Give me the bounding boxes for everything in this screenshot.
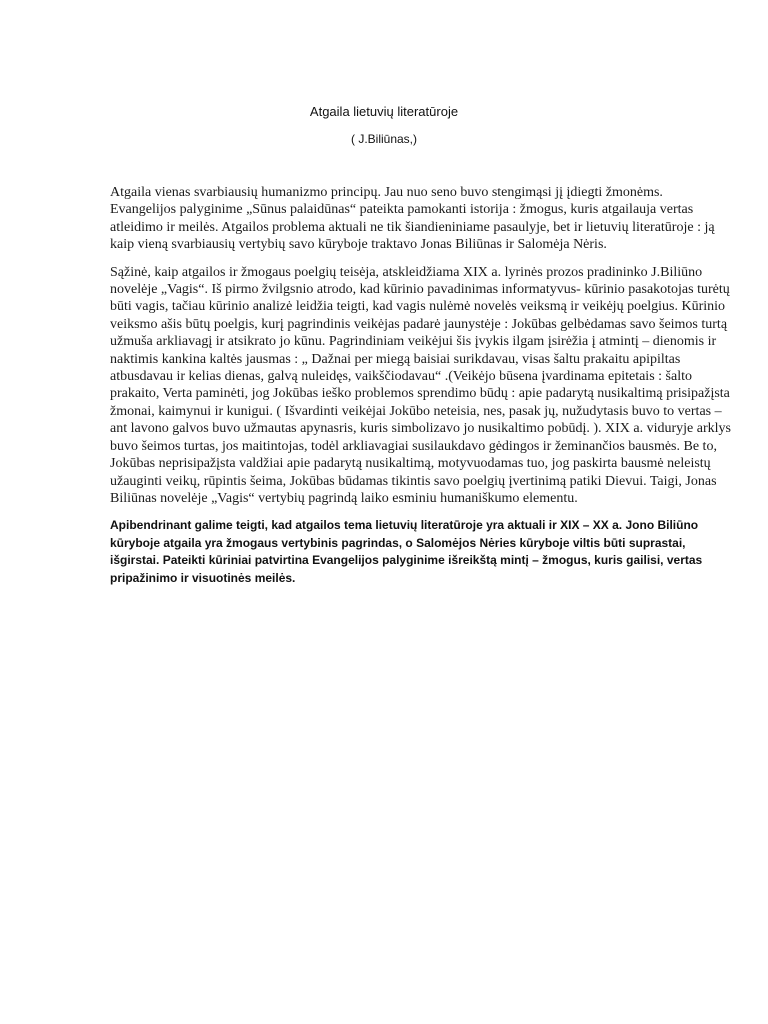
document-body [110, 184, 732, 587]
paragraph-summary: Apibendrinant galime teigti, kad atgailos tema lietuvių literatūroje yra aktuali ir XIX – XX a. Jono Biliūno kūryboje atgaila yra žmogaus vertybinis pagrindas, o Salomėjos Nėries kūryboje viltis būti suprastai, išgirstai. Pateikti kūriniai patvirtina Evangelijos palyginime išreikštą mintį – žmogus, kuris gailisi, vertas pripažinimo ir visuotinės meilės. [110, 518, 703, 585]
paragraph-intro: Atgaila vienas svarbiausių humanizmo principų. Jau nuo seno buvo stengimąsi jį įdiegti žmonėms. Evangelijos palyginime „Sūnus palaidūnas“ pateikta pamokanti istorija : žmogus, kuris atgailauja vertas atleidimo ir meilės. Atgailos problema aktuali ne tik šiandieniniame pasaulyje, bet ir lietuvių literatūroje : ją kaip vieną svarbiausių vertybių savo kūryboje traktavo Jonas Biliūnas ir Salomėja Nėris. [110, 185, 715, 253]
document-subtitle: ( J.Biliūnas,) [350, 132, 418, 146]
paragraph-analysis: Sąžinė, kaip atgailos ir žmogaus poelgių teisėja, atskleidžiama XIX a. lyrinės prozos pradininko J.Biliūno novelėje „Vagis“. Iš pirmo žvilgsnio atrodo, kad kūrinio pavadinimas informatyvus- kūrinio pasakotojas turėtų būti vagis, tačiau kūrinio analizė leidžia teigti, kad vagis nulėmė novelės veiksmą ir veikėjų poelgius. Kūrinio veiksmo ašis būtų poelgis, kurį pagrindinis veikėjas padarė jaunystėje : Jokūbas gelbėdamas savo šeimos turtą užmuša arkliavagį ir atsikrato jo kūnu. Pagrindiniam veikėjui šis įvykis ilgam įsirėžia į atmintį – dienomis ir naktimis kankina kaltės jausmas : „ Dažnai per miegą baisiai surikdavau, visas šaltu prakaitu apipiltas atbusdavau ir kelias dienas, galvą nuleidęs, vaikščiodavau“ .(Veikėjo būsena įvardinama epitetais : šalto prakaito, Verta paminėti, jog Jokūbas ieško problemos sprendimo būdų : apie padarytą nusikaltimą prisipažįsta žmonai, kaimynui ir kunigui. ( Išvardinti veikėjai Jokūbo neteisia, nes, pasak jų, nužudytasis buvo to vertas – ant lavono galvos buvo užmautas apynasris, kuris simbolizavo jo nusikaltimo pobūdį. ). XIX a. viduryje arklys buvo šeimos turtas, jos maitintojas, todėl arkliavagiai susilaukdavo gėdingos ir žeminančios bausmės. Be to, Jokūbas neprisipažįsta valdžiai apie padarytą nusikaltimą, motyvuodamas tuo, jog paskirta bausmė neleistų užauginti veikų, rūpintis šeima, Jokūbas būdamas tikintis savo poelgių įvertinimą patiki Dievui. Taigi, Jonas Biliūnas novelėje „Vagis“ vertybių pagrindą laiko esminiu humaniškumo elementu. [110, 264, 731, 506]
document-title: Atgaila lietuvių literatūroje [309, 104, 459, 119]
